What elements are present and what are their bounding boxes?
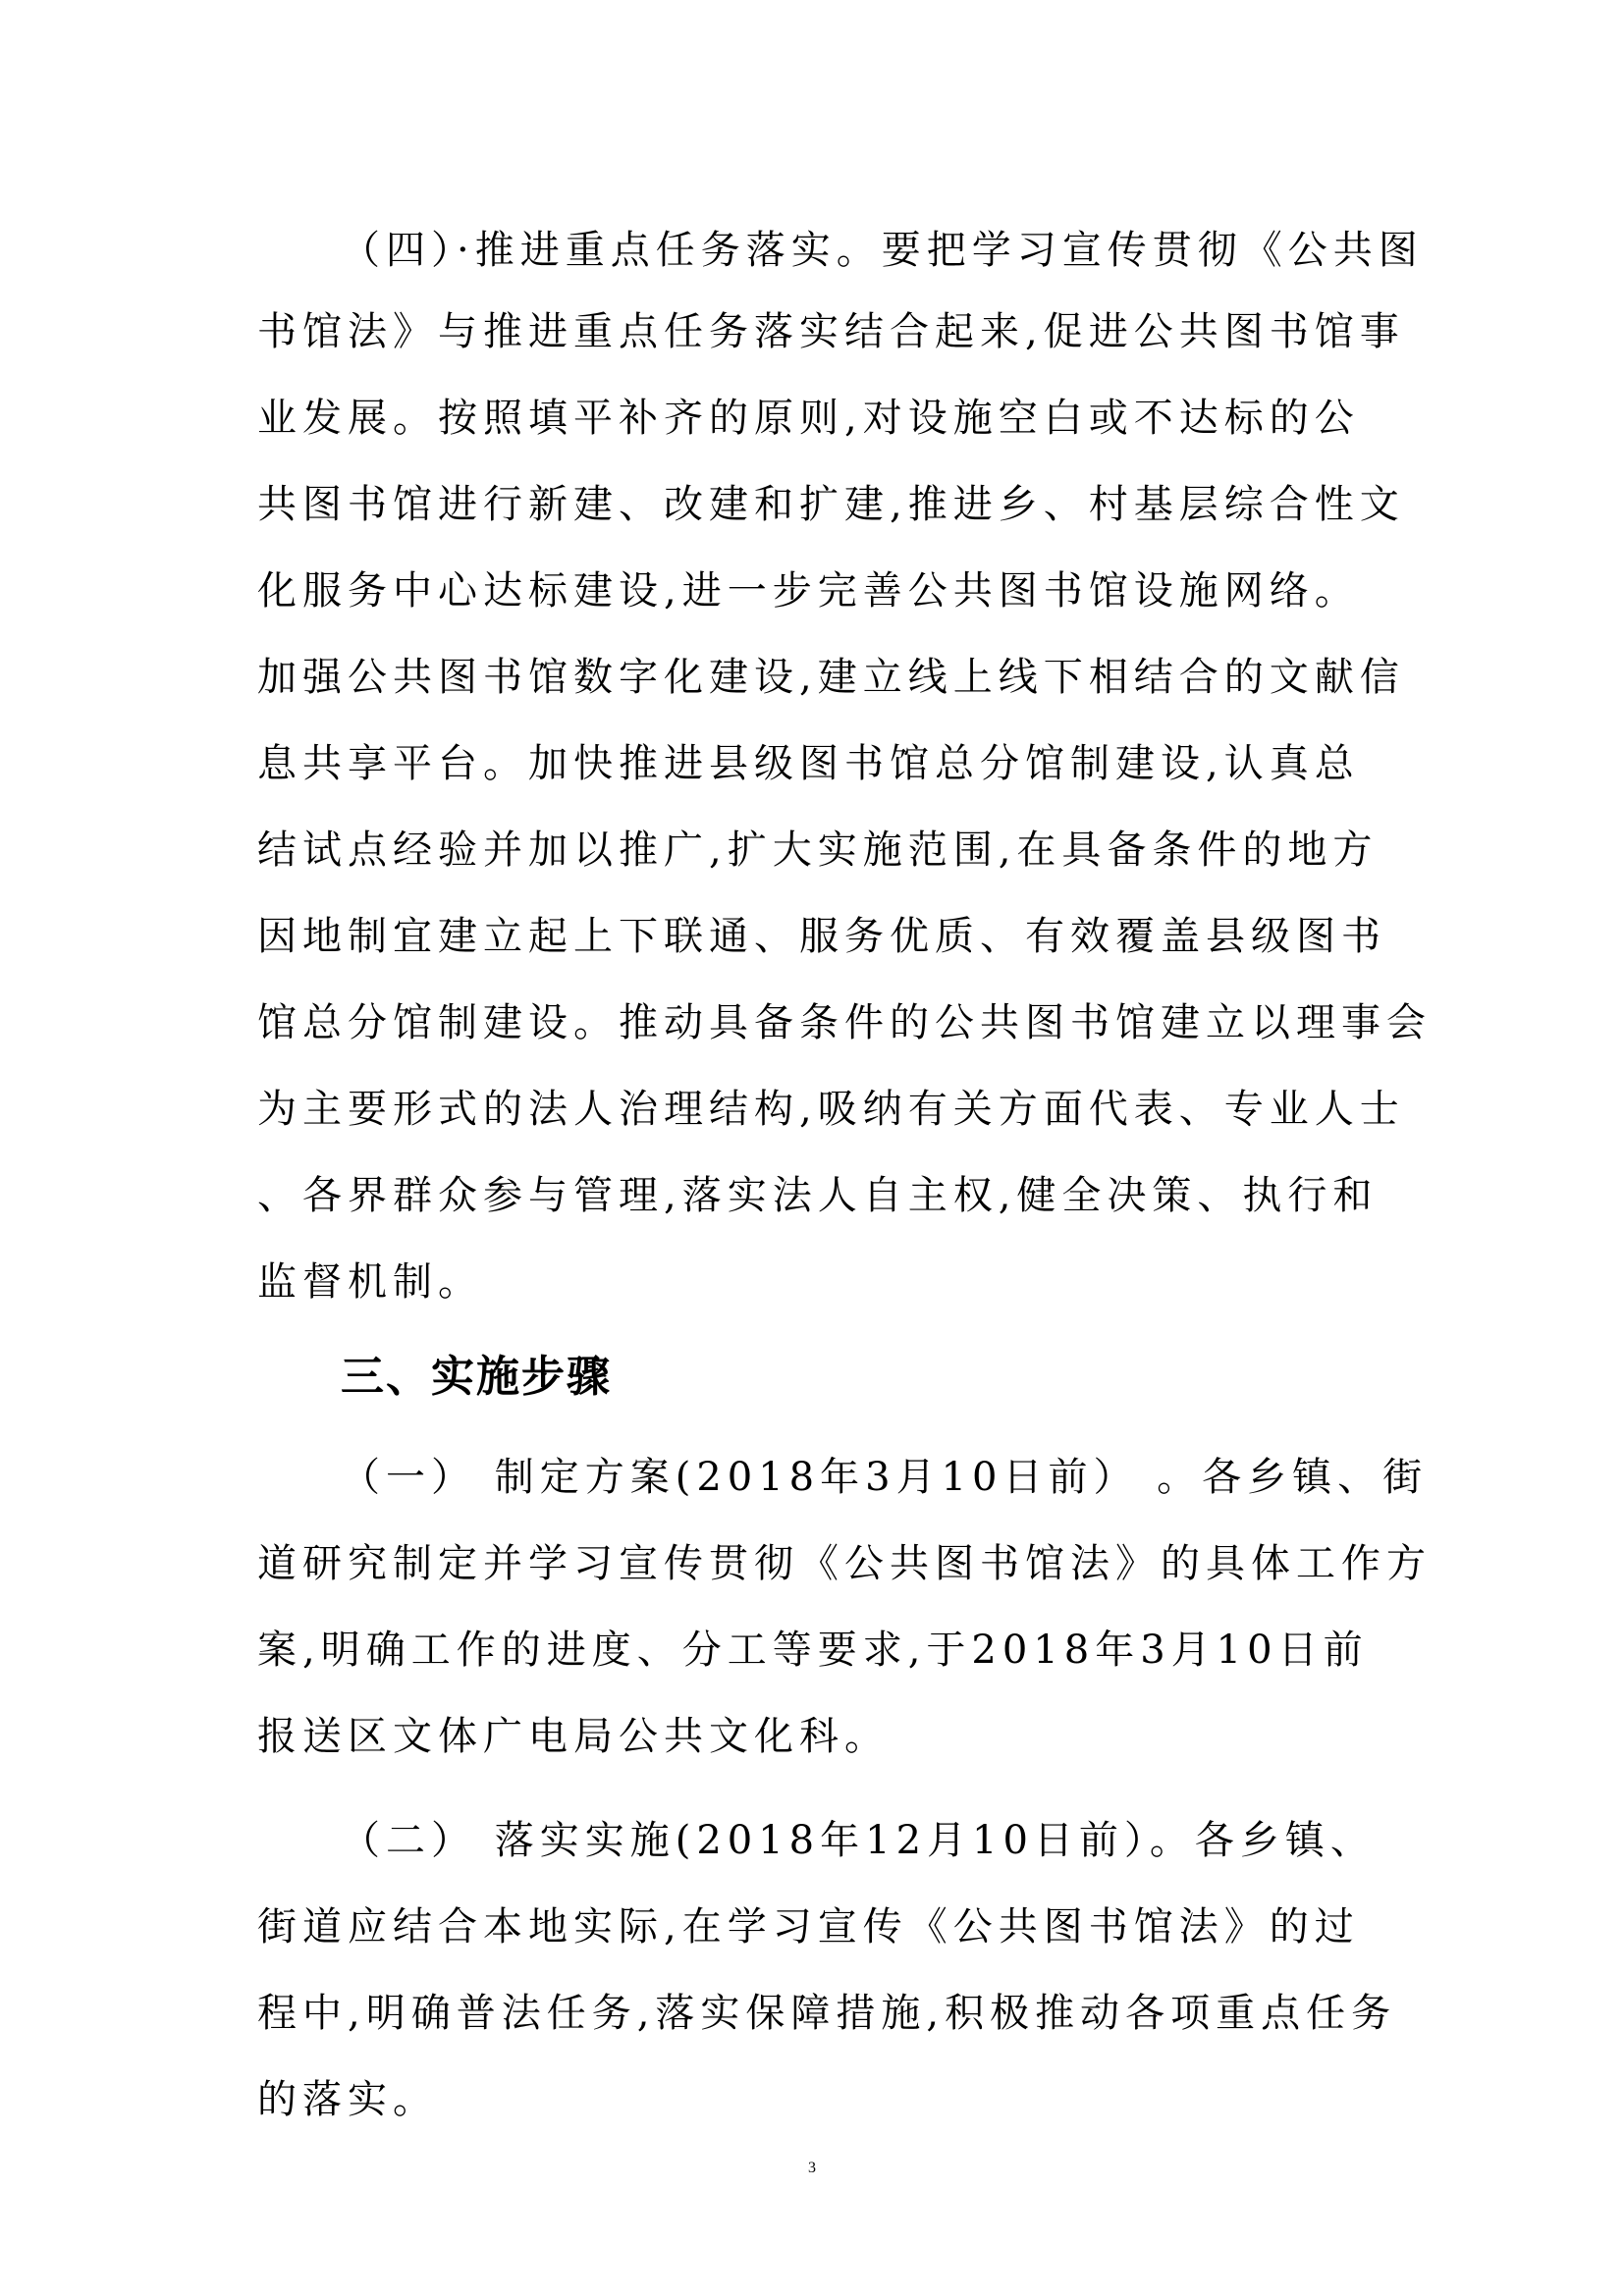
page-number: 3: [808, 2160, 816, 2176]
paragraph-line: 息共享平台。加快推进县级图书馆总分馆制建设,认真总: [257, 741, 1360, 786]
paragraph-line: 案,明确工作的进度、分工等要求,于2018年3月10日前: [257, 1628, 1369, 1673]
paragraph-line: 、各界群众参与管理,落实法人自主权,健全决策、执行和: [257, 1173, 1379, 1218]
paragraph-line: （二） 落实实施(2018年12月10日前）。各乡镇、: [341, 1818, 1376, 1863]
paragraph-line: 结试点经验并加以推广,扩大实施范围,在具备条件的地方: [257, 828, 1379, 873]
paragraph-line: 业发展。按照填平补齐的原则,对设施空白或不达标的公: [257, 396, 1360, 441]
paragraph-line: 程中,明确普法任务,落实保障措施,积极推动各项重点任务: [257, 1991, 1397, 2036]
paragraph-line: 书馆法》与推进重点任务落实结合起来,促进公共图书馆事: [257, 309, 1405, 354]
paragraph-line: 馆总分馆制建设。推动具备条件的公共图书馆建立以理事会: [257, 1000, 1432, 1045]
paragraph-line: 加强公共图书馆数字化建设,建立线上线下相结合的文献信: [257, 655, 1405, 700]
paragraph-line: 共图书馆进行新建、改建和扩建,推进乡、村基层综合性文: [257, 482, 1405, 527]
paragraph-line: 监督机制。: [257, 1259, 483, 1305]
paragraph-line: （一） 制定方案(2018年3月10日前） 。各乡镇、街: [341, 1455, 1429, 1500]
paragraph-line: 的落实。: [257, 2077, 438, 2122]
paragraph-line: 因地制宜建立起上下联通、服务优质、有效覆盖县级图书: [257, 914, 1386, 959]
paragraph-line: （四）·推进重点任务落实。要把学习宣传贯彻《公共图: [341, 228, 1424, 273]
section-heading: 三、实施步骤: [341, 1352, 612, 1402]
paragraph-line: 报送区文体广电局公共文化科。: [257, 1714, 890, 1759]
paragraph-line: 化服务中心达标建设,进一步完善公共图书馆设施网络。: [257, 568, 1360, 614]
paragraph-line: 街道应结合本地实际,在学习宣传《公共图书馆法》的过: [257, 1904, 1360, 1949]
paragraph-line: 道研究制定并学习宣传贯彻《公共图书馆法》的具体工作方: [257, 1541, 1432, 1586]
paragraph-line: 为主要形式的法人治理结构,吸纳有关方面代表、专业人士: [257, 1087, 1405, 1132]
